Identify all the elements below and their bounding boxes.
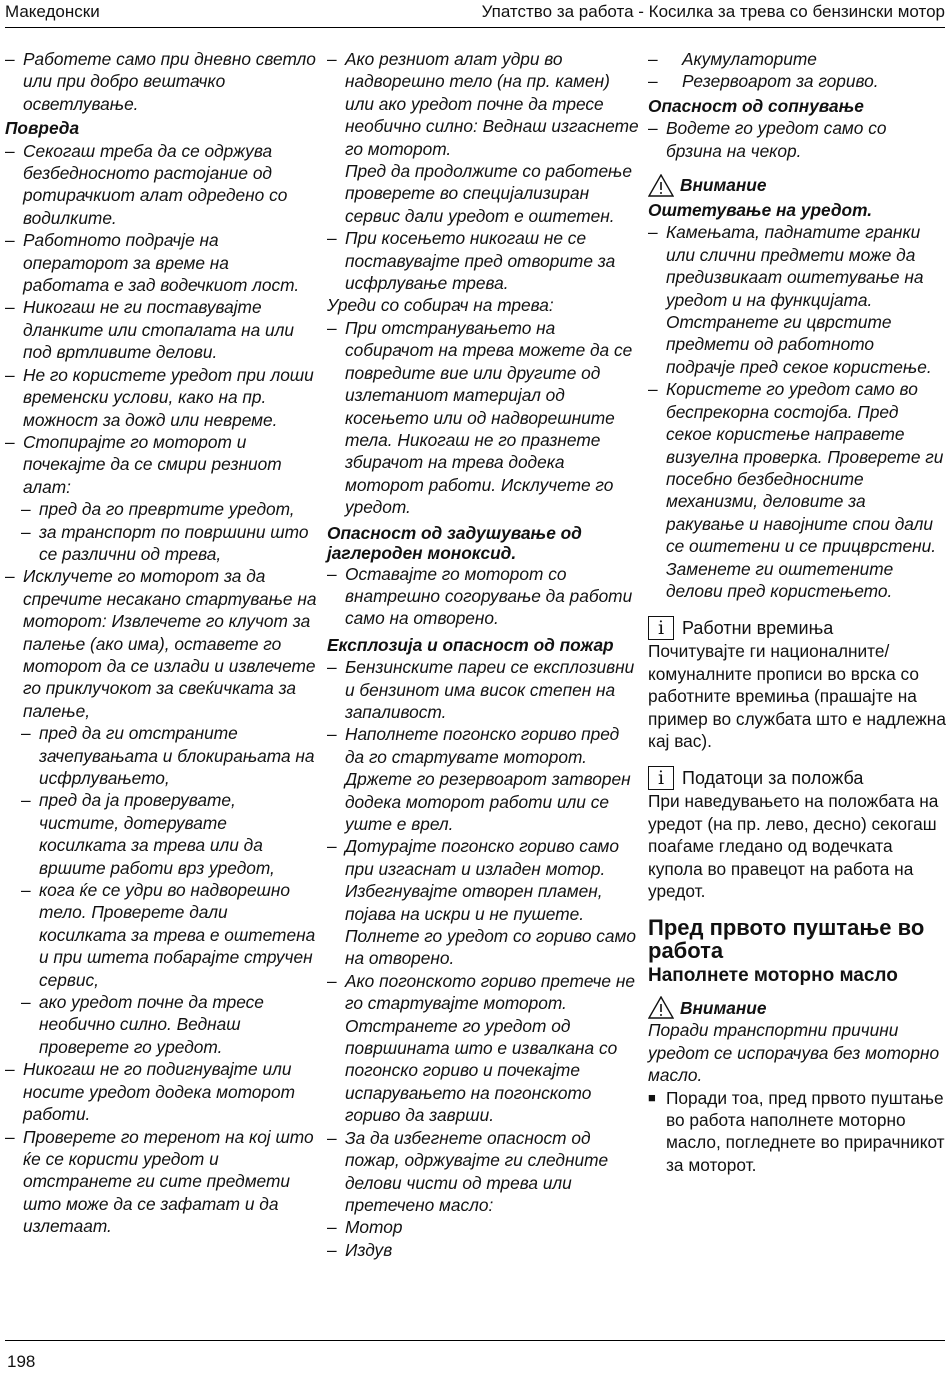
sub-list-item: – Резервоарот за гориво. <box>648 70 946 92</box>
column-1 <box>5 48 317 1238</box>
sub-list-item: – пред да го превртите уредот, <box>5 498 317 520</box>
section-heading-trip: Опасност од сопнување <box>648 95 864 116</box>
list-item: – При отстранувањето на собирачот на трева можете да се повредите вие или другите од излетаниот материјал од косењето или од надворешните тела. Никогаш не го празнете збирачот на трева додека моторот работи. Исклучете го уредот. <box>327 317 639 519</box>
info-text: Почитувајте ги националните/ комуналните прописи во врска со работните времиња (прашајте на пример во службата што е надлежна кај вас). <box>648 641 946 751</box>
warning-label: Внимание <box>680 175 767 196</box>
warning-triangle-icon <box>648 174 674 197</box>
warning-heading <box>648 996 946 1019</box>
list-item: – Работното подрачје на операторот за време на работата е зад водечкиот лост. <box>5 229 317 296</box>
column-3 <box>648 48 946 1176</box>
list-item: – Бензинските пареи се експлозивни и бензинот има висок степен на запаливост. <box>327 656 639 723</box>
sub-list-item: – Мотор <box>327 1216 639 1238</box>
list-item: – Секогаш треба да се одржува безбедносното растојание од ротирачкиот алат одредено со водилките. <box>5 140 317 230</box>
list-item: – Не го користете уредот при лоши временски услови, како на пр. можност за дожд или невреме. <box>5 364 317 431</box>
section-heading-damage: Оштетување на уредот. <box>648 200 873 221</box>
info-heading-position-data <box>648 766 946 790</box>
warning-label: Внимание <box>680 997 767 1018</box>
section-heading-fire: Експлозија и опасност од пожар <box>327 634 614 655</box>
list-item: – Ако погонското гориво претече не го стартувајте моторот. Отстранете го уредот од површината што е извалкана со погонско гориво и почекајте испарувањето на погонското гориво да заврши. <box>327 970 639 1127</box>
sub-list-item: – Акумулаторите <box>648 48 946 70</box>
section-heading-co: Опасност од задушување од јаглероден моноксид. <box>327 522 582 563</box>
page-header <box>5 2 945 26</box>
info-icon: i <box>648 616 674 640</box>
info-text: При наведувањето на положбата на уредот (на пр. лево, десно) секогаш поаѓаме гледано од водечката купола во правецот на работа на уредот. <box>648 791 939 901</box>
info-title: Работни времиња <box>682 618 834 639</box>
footer-rule <box>5 1340 945 1341</box>
list-item-continuation: Заменете ги оштетените делови пред користењето. <box>666 558 894 601</box>
section-heading-injury: Повреда <box>5 118 80 139</box>
list-item: – Проверете го теренот на кој што ќе се користи уредот и отстранете ги сите предмети што може да се зафатат и да излетаат. <box>5 1126 317 1238</box>
list-item: – Користете го уредот само во беспрекорна состојба. Пред секое користење направете визуелна проверка. Проверете ги посебно безбедносните механизми, деловите за ракување и навојните спои дали се оштетени и се прицврстени. <box>648 378 946 557</box>
collector-label: Уреди со собирач на трева: <box>327 295 554 316</box>
list-item-continuation: Пред да продолжите со работење проверете во специјализиран сервис дали уредот е оштетен. <box>345 161 632 226</box>
sub-list-item: – Издув <box>327 1239 639 1261</box>
sub-list-item: – ако уредот почне да тресе необично силно. Веднаш проверете го уредот. <box>5 991 317 1058</box>
list-item: – Наполнете погонско гориво пред да го стартувате моторот. Држете го резервоарот затворен додека моторот работи или се уште е врел. <box>327 723 639 835</box>
list-item: – Водете го уредот само со брзина на чекор. <box>648 117 946 162</box>
list-item: – За да избегнете опасност од пожар, одржувајте ги следните делови чисти од трева или претечено масло: <box>327 1127 639 1217</box>
header-title: Упатство за работа - Косилка за трева со бензински мотор <box>481 2 945 21</box>
list-item: – Стопирајте го моторот и почекајте да се смири резниот алат: <box>5 431 317 498</box>
list-item: – Оставајте го моторот со внатрешно согорување да работи само на отворено. <box>327 563 639 630</box>
list-item: – Никогаш не го подигнувајте или носите уредот додека моторот работи. <box>5 1058 317 1125</box>
list-item: – Исклучете го моторот за да спречите несакано стартување на моторот: Извлечете го клучот за палење (ако има), оставете го моторот да се излади и извлечете го приклучокот за свеќичката за палење, <box>5 565 317 722</box>
sub-list-item: – за транспорт по површини што се различни од трева, <box>5 521 317 566</box>
sub-list-item: – пред да ги отстраните зачепувањата и блокирањата на исфрлувањето, <box>5 722 317 789</box>
list-item: – Камењата, паднатите гранки или слични предмети може да предизвикаат оштетување на уредот и на функцијата. <box>648 221 946 311</box>
list-item-continuation: Отстранете ги цврстите предмети од работното подрачје пред секое користење. <box>666 312 932 377</box>
sub-list-item: – пред да ја проверувате, чистите, дотерувате косилката за трева или да вршите работи врз уредот, <box>5 789 317 879</box>
info-title: Податоци за положба <box>682 768 864 789</box>
subsection-title-oil: Наполнете моторно масло <box>648 965 898 987</box>
page-number: 198 <box>7 1352 36 1371</box>
header-rule <box>5 27 945 28</box>
list-item: – Дотурајте погонско гориво само при изгаснат и изладен мотор. Избегнувајте отворен пламен, појава на искри и не пушете. Полнете го уредот со гориво само на отворено. <box>327 835 639 969</box>
instruction-item: ■ Поради тоа, пред првото пуштање во работа наполнете моторно масло, погледнете во прирачникот за моторот. <box>648 1087 946 1177</box>
warning-triangle-icon <box>648 996 674 1019</box>
list-item: – Ако резниот алат удри во надворешно тело (на пр. камен) или ако уредот почне да тресе необично силно: Веднаш изгаснете го моторот. <box>327 48 639 160</box>
list-item: – Работете само при дневно светло или при добро вештачко осветлување. <box>5 48 317 115</box>
section-title-first-use: Пред првото пуштање во работа <box>648 915 925 964</box>
list-item: – Никогаш не ги поставувајте дланките или стопалата на или под вртливите делови. <box>5 296 317 363</box>
sub-list-item: – кога ќе се удри во надворешно тело. Проверете дали косилката за трева е оштетена и при штета побарајте стручен сервис, <box>5 879 317 991</box>
column-2 <box>327 48 639 1261</box>
header-language: Македонски <box>5 2 100 21</box>
list-item: – При косењето никогаш не се поставувајте пред отворите за исфрлување трева. <box>327 227 639 294</box>
info-heading-working-hours <box>648 616 946 640</box>
info-icon: i <box>648 766 674 790</box>
warning-heading <box>648 174 946 197</box>
warning-text: Поради транспортни причини уредот се испорачува без моторно масло. <box>648 1020 940 1086</box>
